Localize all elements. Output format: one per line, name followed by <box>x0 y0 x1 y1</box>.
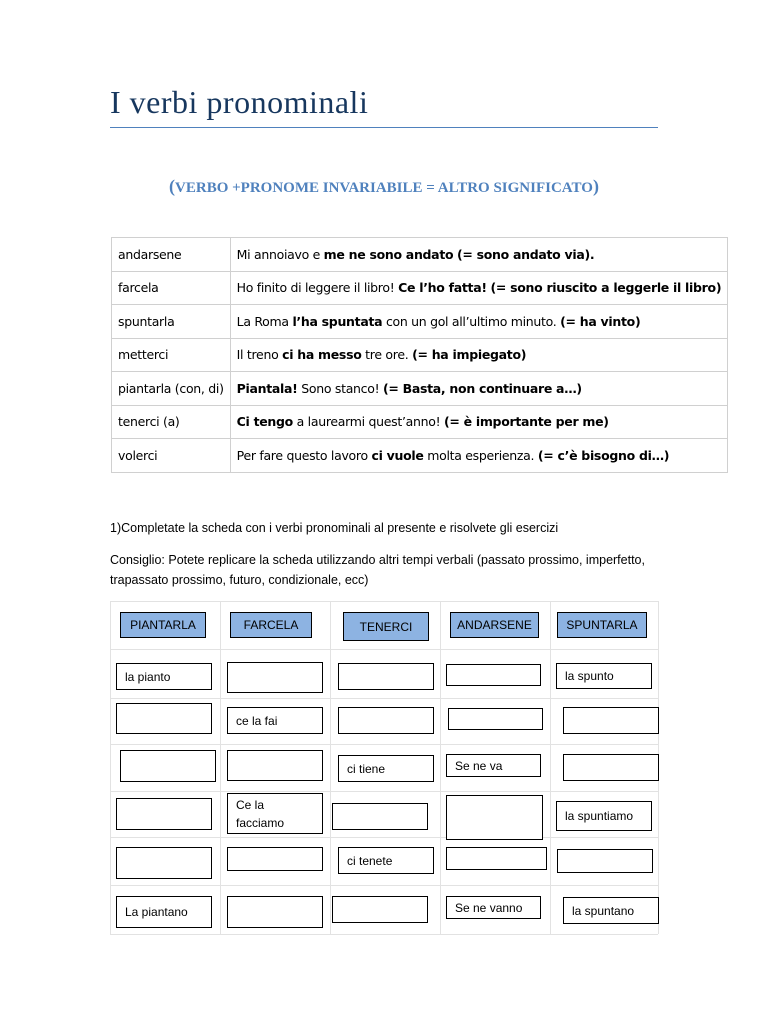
grid-row-line <box>110 698 658 699</box>
verb-row <box>112 238 728 272</box>
blank-answer-cell[interactable] <box>227 847 323 871</box>
header-piantarla: PIANTARLA <box>120 612 206 638</box>
answer-cell: la spuntiamo <box>556 801 652 831</box>
example-post: (= ha impiegato) <box>412 347 527 363</box>
verb-example <box>230 439 728 473</box>
blank-answer-cell[interactable] <box>120 750 216 782</box>
answer-cell: la spuntano <box>563 897 659 924</box>
answer-cell: la pianto <box>116 663 212 690</box>
exercise-hint: Consiglio: Potete replicare la scheda utilizzando altri tempi verbali (passato prossimo, imperfetto, trapassato prossimo, futuro, condizionale, ecc) <box>110 553 645 587</box>
blank-answer-cell[interactable] <box>338 663 434 690</box>
blank-answer-cell[interactable] <box>227 662 323 693</box>
grid-row-line <box>110 885 658 886</box>
title-underline <box>110 127 658 128</box>
example-mid: con un gol all’ultimo minuto. <box>382 313 561 329</box>
subtitle <box>110 176 658 197</box>
answer-cell: Ce la facciamo <box>227 793 323 834</box>
blank-answer-cell[interactable] <box>446 795 543 840</box>
example-post: (= c’è bisogno di…) <box>537 447 670 463</box>
answer-cell: la spunto <box>556 663 652 689</box>
blank-answer-cell[interactable] <box>446 664 541 686</box>
verb-example <box>230 338 728 372</box>
example-pre: Ho finito di leggere il libro! <box>236 280 399 296</box>
answer-cell: Se ne vanno <box>446 896 541 919</box>
verb-row <box>112 405 728 439</box>
blank-answer-cell[interactable] <box>563 707 659 734</box>
example-bold: ci ha messo <box>282 347 362 363</box>
verb-name: piantarla (con, di) <box>112 372 231 406</box>
header-spuntarla: SPUNTARLA <box>557 612 647 638</box>
verb-name: andarsene <box>112 238 231 272</box>
example-bold: ci vuole <box>371 447 424 463</box>
verb-example <box>230 238 728 272</box>
verb-name: metterci <box>112 338 231 372</box>
exercise-title: 1)Completate la scheda con i verbi pronominali al presente e risolvete gli esercizi <box>110 521 559 535</box>
page-title: I verbi pronominali <box>110 84 369 120</box>
exercise-grid <box>110 601 658 934</box>
example-mid: tre ore. <box>361 347 413 363</box>
example-pre: Per fare questo lavoro <box>236 447 372 463</box>
verb-name: farcela <box>112 271 231 305</box>
grid-row-line <box>110 649 658 650</box>
subtitle-open-paren: ( <box>169 176 176 196</box>
blank-answer-cell[interactable] <box>557 849 653 873</box>
blank-answer-cell[interactable] <box>563 754 659 781</box>
example-mid: molta esperienza. <box>423 447 538 463</box>
subtitle-close-paren: ) <box>592 176 599 196</box>
answer-cell: ce la fai <box>227 707 323 734</box>
blank-answer-cell[interactable] <box>446 847 547 870</box>
subtitle-text: VERBO +PRONOME INVARIABILE = ALTRO SIGNIFICATO <box>175 180 593 196</box>
example-post: (= Basta, non continuare a…) <box>382 380 582 396</box>
blank-answer-cell[interactable] <box>116 703 212 734</box>
example-pre: Il treno <box>236 347 283 363</box>
verb-name: spuntarla <box>112 305 231 339</box>
verbs-table <box>111 237 728 473</box>
verb-example <box>230 405 728 439</box>
verb-name: volerci <box>112 439 231 473</box>
example-pre: Mi annoiavo e <box>236 246 324 262</box>
answer-cell: La piantano <box>116 896 212 928</box>
header-andarsene: ANDARSENE <box>450 612 539 638</box>
answer-cell: Se ne va <box>446 754 541 777</box>
grid-row-line <box>110 934 658 935</box>
answer-cell: ci tiene <box>338 755 434 782</box>
verb-row <box>112 372 728 406</box>
verb-example <box>230 305 728 339</box>
blank-answer-cell[interactable] <box>448 708 543 730</box>
example-bold: l’ha spuntata <box>292 313 383 329</box>
example-post: (= sono riuscito a leggerle il libro) <box>490 280 722 296</box>
verb-row <box>112 305 728 339</box>
grid-row-line <box>110 601 658 602</box>
example-bold: Ce l’ho fatta! <box>398 280 487 296</box>
header-tenerci: TENERCI <box>343 612 429 641</box>
verb-row <box>112 439 728 473</box>
example-bold: Ci tengo <box>236 414 293 430</box>
verb-row <box>112 271 728 305</box>
example-post: (= ha vinto) <box>560 313 641 329</box>
blank-answer-cell[interactable] <box>227 750 323 781</box>
example-bold: me ne sono andato <box>323 246 454 262</box>
example-pre: La Roma <box>236 313 293 329</box>
blank-answer-cell[interactable] <box>227 896 323 928</box>
header-farcela: FARCELA <box>230 612 312 638</box>
example-post: (= sono andato via). <box>456 246 595 262</box>
grid-row-line <box>110 744 658 745</box>
example-bold: Piantala! <box>236 380 298 396</box>
example-post: (= è importante per me) <box>443 414 609 430</box>
verb-name: tenerci (a) <box>112 405 231 439</box>
verb-example <box>230 271 728 305</box>
blank-answer-cell[interactable] <box>116 847 212 879</box>
verb-row <box>112 338 728 372</box>
example-mid: Sono stanco! <box>297 380 383 396</box>
grid-row-line <box>110 837 658 838</box>
blank-answer-cell[interactable] <box>338 707 434 734</box>
blank-answer-cell[interactable] <box>116 798 212 830</box>
answer-cell: ci tenete <box>338 847 434 874</box>
blank-answer-cell[interactable] <box>332 803 428 830</box>
grid-row-line <box>110 791 658 792</box>
example-mid: a laurearmi quest’anno! <box>292 414 444 430</box>
blank-answer-cell[interactable] <box>332 896 428 923</box>
verb-example <box>230 372 728 406</box>
